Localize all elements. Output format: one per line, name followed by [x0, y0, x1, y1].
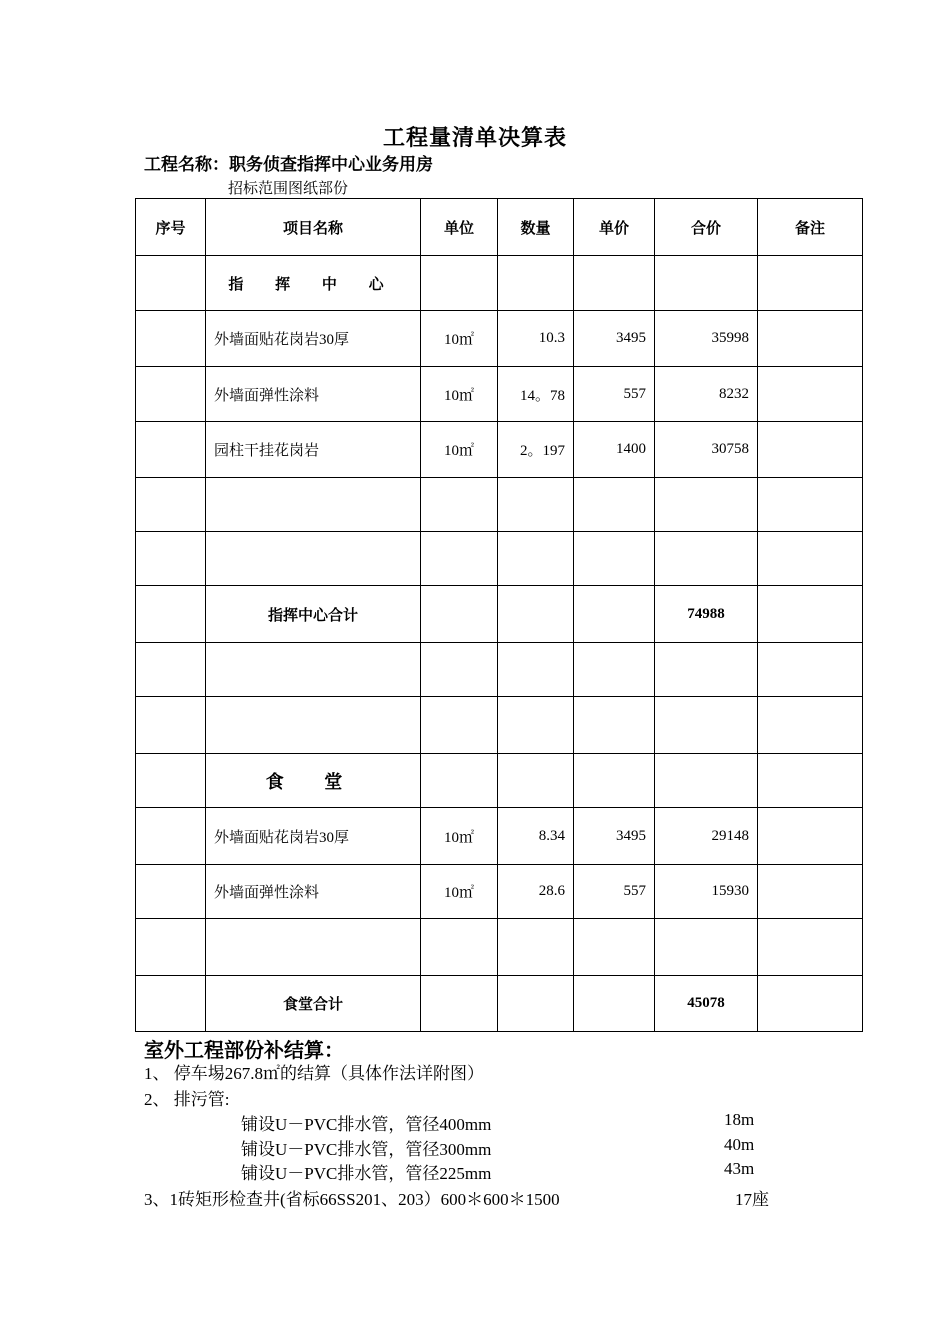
item-unit-price: 3495	[574, 808, 655, 865]
table-row	[136, 865, 863, 919]
table-row	[136, 367, 863, 422]
extra-item-parking: 1、 停车埸267.8㎡的结算（具体作法详附图）	[144, 1064, 484, 1083]
item-unit: 10㎡	[421, 422, 498, 478]
pipe-qty: 40m	[724, 1135, 755, 1154]
header-unit: 单位	[421, 199, 498, 256]
pipe-qty: 43m	[724, 1159, 755, 1178]
header-remarks: 备注	[758, 199, 863, 256]
subtotal-row	[136, 586, 863, 643]
empty-row	[136, 919, 863, 976]
section-row	[136, 256, 863, 311]
table-row	[136, 808, 863, 865]
item-total: 8232	[655, 367, 758, 422]
empty-row	[136, 478, 863, 532]
empty-row	[136, 532, 863, 586]
bill-of-quantities-table	[135, 198, 863, 1032]
item-name: 园柱干挂花岗岩	[206, 422, 421, 478]
empty-row	[136, 643, 863, 697]
item-unit-price: 3495	[574, 311, 655, 367]
header-quantity: 数量	[498, 199, 574, 256]
extra-item-inspection-well: 3、1砖矩形检查井(省标66SS201、203）600＊600＊1500	[144, 1190, 560, 1209]
item-total: 15930	[655, 865, 758, 919]
item-unit-price: 557	[574, 865, 655, 919]
pipe-desc: 铺设U－PVC排水管，管径225mm	[241, 1164, 492, 1183]
subtotal-label-command-center: 指挥中心合计	[206, 586, 421, 643]
extra-item-sewage: 2、 排污管:	[144, 1090, 230, 1109]
item-name: 外墙面贴花岗岩30厚	[206, 808, 421, 865]
section-title-canteen: 食 堂	[206, 754, 421, 808]
item-quantity: 14。78	[498, 367, 574, 422]
subtotal-row	[136, 976, 863, 1032]
pipe-desc: 铺设U－PVC排水管，管径400mm	[241, 1115, 492, 1134]
item-total: 35998	[655, 311, 758, 367]
scope-label: 招标范围图纸部份	[228, 181, 349, 197]
item-unit: 10㎡	[421, 311, 498, 367]
item-quantity: 2。197	[498, 422, 574, 478]
item-quantity: 10.3	[498, 311, 574, 367]
subtotal-label-canteen: 食堂合计	[206, 976, 421, 1032]
item-total: 30758	[655, 422, 758, 478]
document-title: 工程量清单决算表	[382, 125, 567, 150]
header-total: 合价	[655, 199, 758, 256]
item-unit-price: 557	[574, 367, 655, 422]
subtotal-value-canteen: 45078	[655, 976, 758, 1032]
item-quantity: 28.6	[498, 865, 574, 919]
table-row	[136, 422, 863, 478]
pipe-qty: 18m	[724, 1110, 755, 1129]
item-name: 外墙面弹性涂料	[206, 367, 421, 422]
header-item-name: 项目名称	[206, 199, 421, 256]
inspection-well-qty: 17座	[735, 1190, 769, 1209]
item-name: 外墙面贴花岗岩30厚	[206, 311, 421, 367]
item-unit: 10㎡	[421, 367, 498, 422]
pipe-desc: 铺设U－PVC排水管，管径300mm	[241, 1140, 492, 1159]
item-total: 29148	[655, 808, 758, 865]
item-unit: 10㎡	[421, 865, 498, 919]
subtotal-value-command-center: 74988	[655, 586, 758, 643]
table-row	[136, 311, 863, 367]
section-row	[136, 754, 863, 808]
table-header-row	[136, 199, 863, 256]
section-title-command-center: 指 挥 中 心	[206, 256, 421, 311]
project-name: 工程名称：职务侦查指挥中心业务用房	[144, 155, 433, 174]
header-index: 序号	[136, 199, 206, 256]
outdoor-works-heading: 室外工程部份补结算：	[144, 1040, 344, 1062]
item-unit-price: 1400	[574, 422, 655, 478]
item-quantity: 8.34	[498, 808, 574, 865]
item-unit: 10㎡	[421, 808, 498, 865]
empty-row	[136, 697, 863, 754]
item-name: 外墙面弹性涂料	[206, 865, 421, 919]
header-unit-price: 单价	[574, 199, 655, 256]
